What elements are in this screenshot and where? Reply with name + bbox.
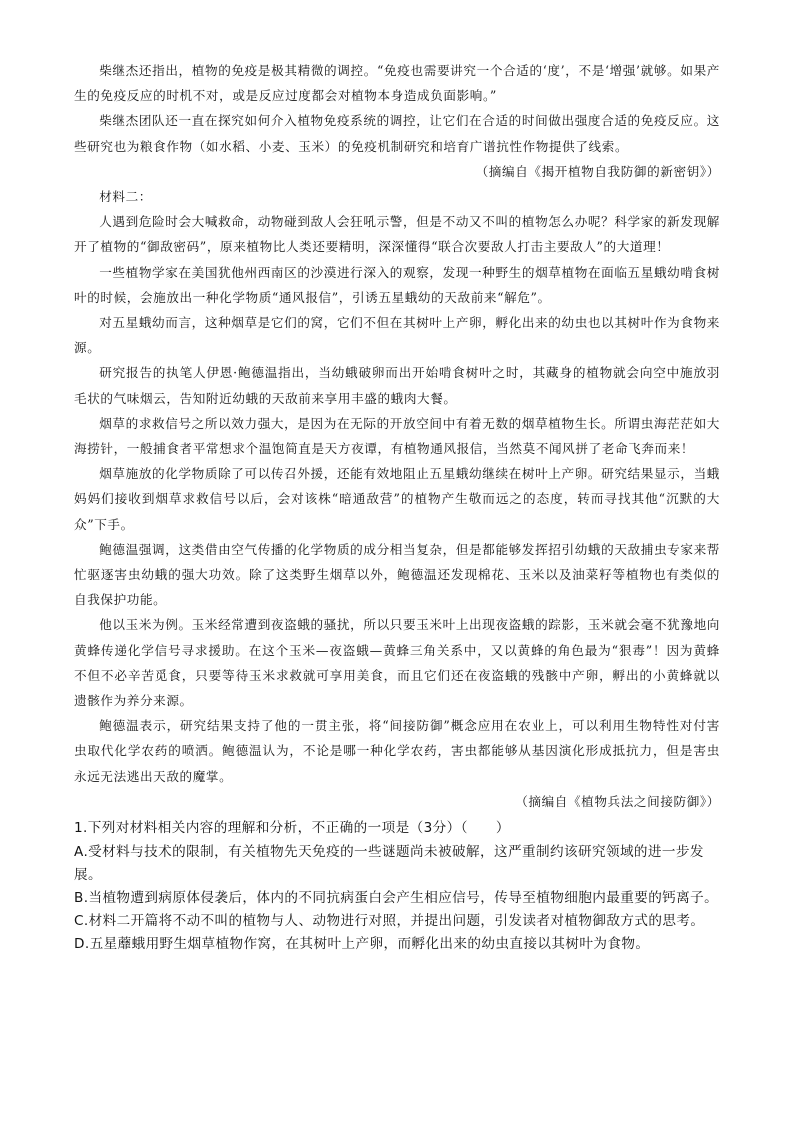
body-paragraph: 烟草施放的化学物质除了可以传召外援，还能有效地阻止五星蛾幼继续在树叶上产卵。研究结果显示，当蛾妈妈们接收到烟草求救信号以后，会对该株“暗通敌营”的植物产生敬而远之的态度，转而寻找其他“沉默的大众”下手。 [74,466,720,532]
body-paragraph: 鲍德温表示，研究结果支持了他的一贯主张，将“间接防御”概念应用在农业上，可以利用生物特性对付害虫取代化学农药的喷洒。鲍德温认为，不论是哪一种化学农药，害虫都能够从基因演化形成抵抗力，但是害虫永远无法逃出天敌的魔掌。 [74,718,720,784]
body-paragraph: 人遇到危险时会大喊救命，动物碰到敌人会狂吼示警，但是不动又不叫的植物怎么办呢？科学家的新发现解开了植物的“御敌密码”，原来植物比人类还要精明，深深懂得“联合次要敌人打击主要敌人”的大道理！ [74,214,720,255]
body-paragraph: 柴继杰团队还一直在探究如何介入植物免疫系统的调控，让它们在合适的时间做出强度合适的免疫反应。这些研究也为粮食作物（如水稻、小麦、玉米）的免疫机制研究和培育广谱抗性作物提供了线索。 [74,113,720,154]
option-a: A.受材料与技术的限制，有关植物先天免疫的一些谜题尚未被破解，这严重制约该研究领域的进一步发展。 [74,844,704,884]
source-citation: （摘编自《植物兵法之间接防御》） [515,793,720,809]
body-paragraph: 烟草的求救信号之所以效力强大，是因为在无际的开放空间中有着无数的烟草植物生长。所谓虫海茫茫如大海捞针，一般捕食者平常想求个温饱简直是天方夜谭，有植物通风报信，当然莫不闻风拼了老命飞奔而来！ [74,415,720,457]
section-heading: 材料二： [99,189,152,205]
body-paragraph: 鲍德温强调，这类借由空气传播的化学物质的成分相当复杂，但是都能够发挥招引幼蛾的天敌捕虫专家来帮忙驱逐害虫幼蛾的强大功效。除了这类野生烟草以外，鲍德温还发现棉花、玉米以及油菜籽等植物也有类似的自我保护功能。 [74,541,720,608]
question-stem: 1.下列对材料相关内容的理解和分析，不正确的一项是（3分）（ ） [74,820,510,837]
body-paragraph: 一些植物学家在美国犹他州西南区的沙漠进行深入的观察，发现一种野生的烟草植物在面临五星蛾幼啃食树叶的时候，会施放出一种化学物质“通风报信”，引诱五星蛾幼的天敌前来“解危”。 [74,264,720,305]
body-paragraph: 研究报告的执笔人伊恩·鲍德温指出，当幼蛾破卵而出开始啃食树叶之时，其藏身的植物就会向空中施放羽毛状的气味烟云，告知附近幼蛾的天敌前来享用丰盛的蛾肉大餐。 [74,365,720,406]
body-paragraph: 对五星蛾幼而言，这种烟草是它们的窝，它们不但在其树叶上产卵，孵化出来的幼虫也以其树叶作为食物来源。 [74,315,720,356]
option-b: B.当植物遭到病原体侵袭后，体内的不同抗病蛋白会产生相应信号，传导至植物细胞内最重要的钙离子。 [74,890,719,907]
body-paragraph: 柴继杰还指出，植物的免疫是极其精微的调控。“免疫也需要讲究一个合适的‘度’，不是‘增强’就够。如果产生的免疫反应的时机不对，或是反应过度都会对植物本身造成负面影响。” [74,63,720,104]
option-d: D.五星蘼蛾用野生烟草植物作窝，在其树叶上产卵，而孵化出来的幼虫直接以其树叶为食物。 [74,936,650,953]
option-c: C.材料二开篇将不动不叫的植物与人、动物进行对照，并提出问题，引发读者对植物御敌方式的思考。 [74,913,705,930]
source-citation: （摘编自《揭开植物自我防御的新密钥》） [475,163,720,179]
body-paragraph: 他以玉米为例。玉米经常遭到夜盗蛾的骚扰，所以只要玉米叶上出现夜盗蛾的踪影，玉米就会毫不犹豫地向黄蜂传递化学信号寻求援助。在这个玉米—夜盗蛾—黄蜂三角关系中，又以黄蜂的角色最为“狠毒”！因为黄蜂不但不必辛苦觅食，只要等待玉米求救就可享用美食，而且它们还在夜盗蛾的残骸中产卵，孵出的小黄蜂就以遗骸作为养分来源。 [74,617,720,709]
